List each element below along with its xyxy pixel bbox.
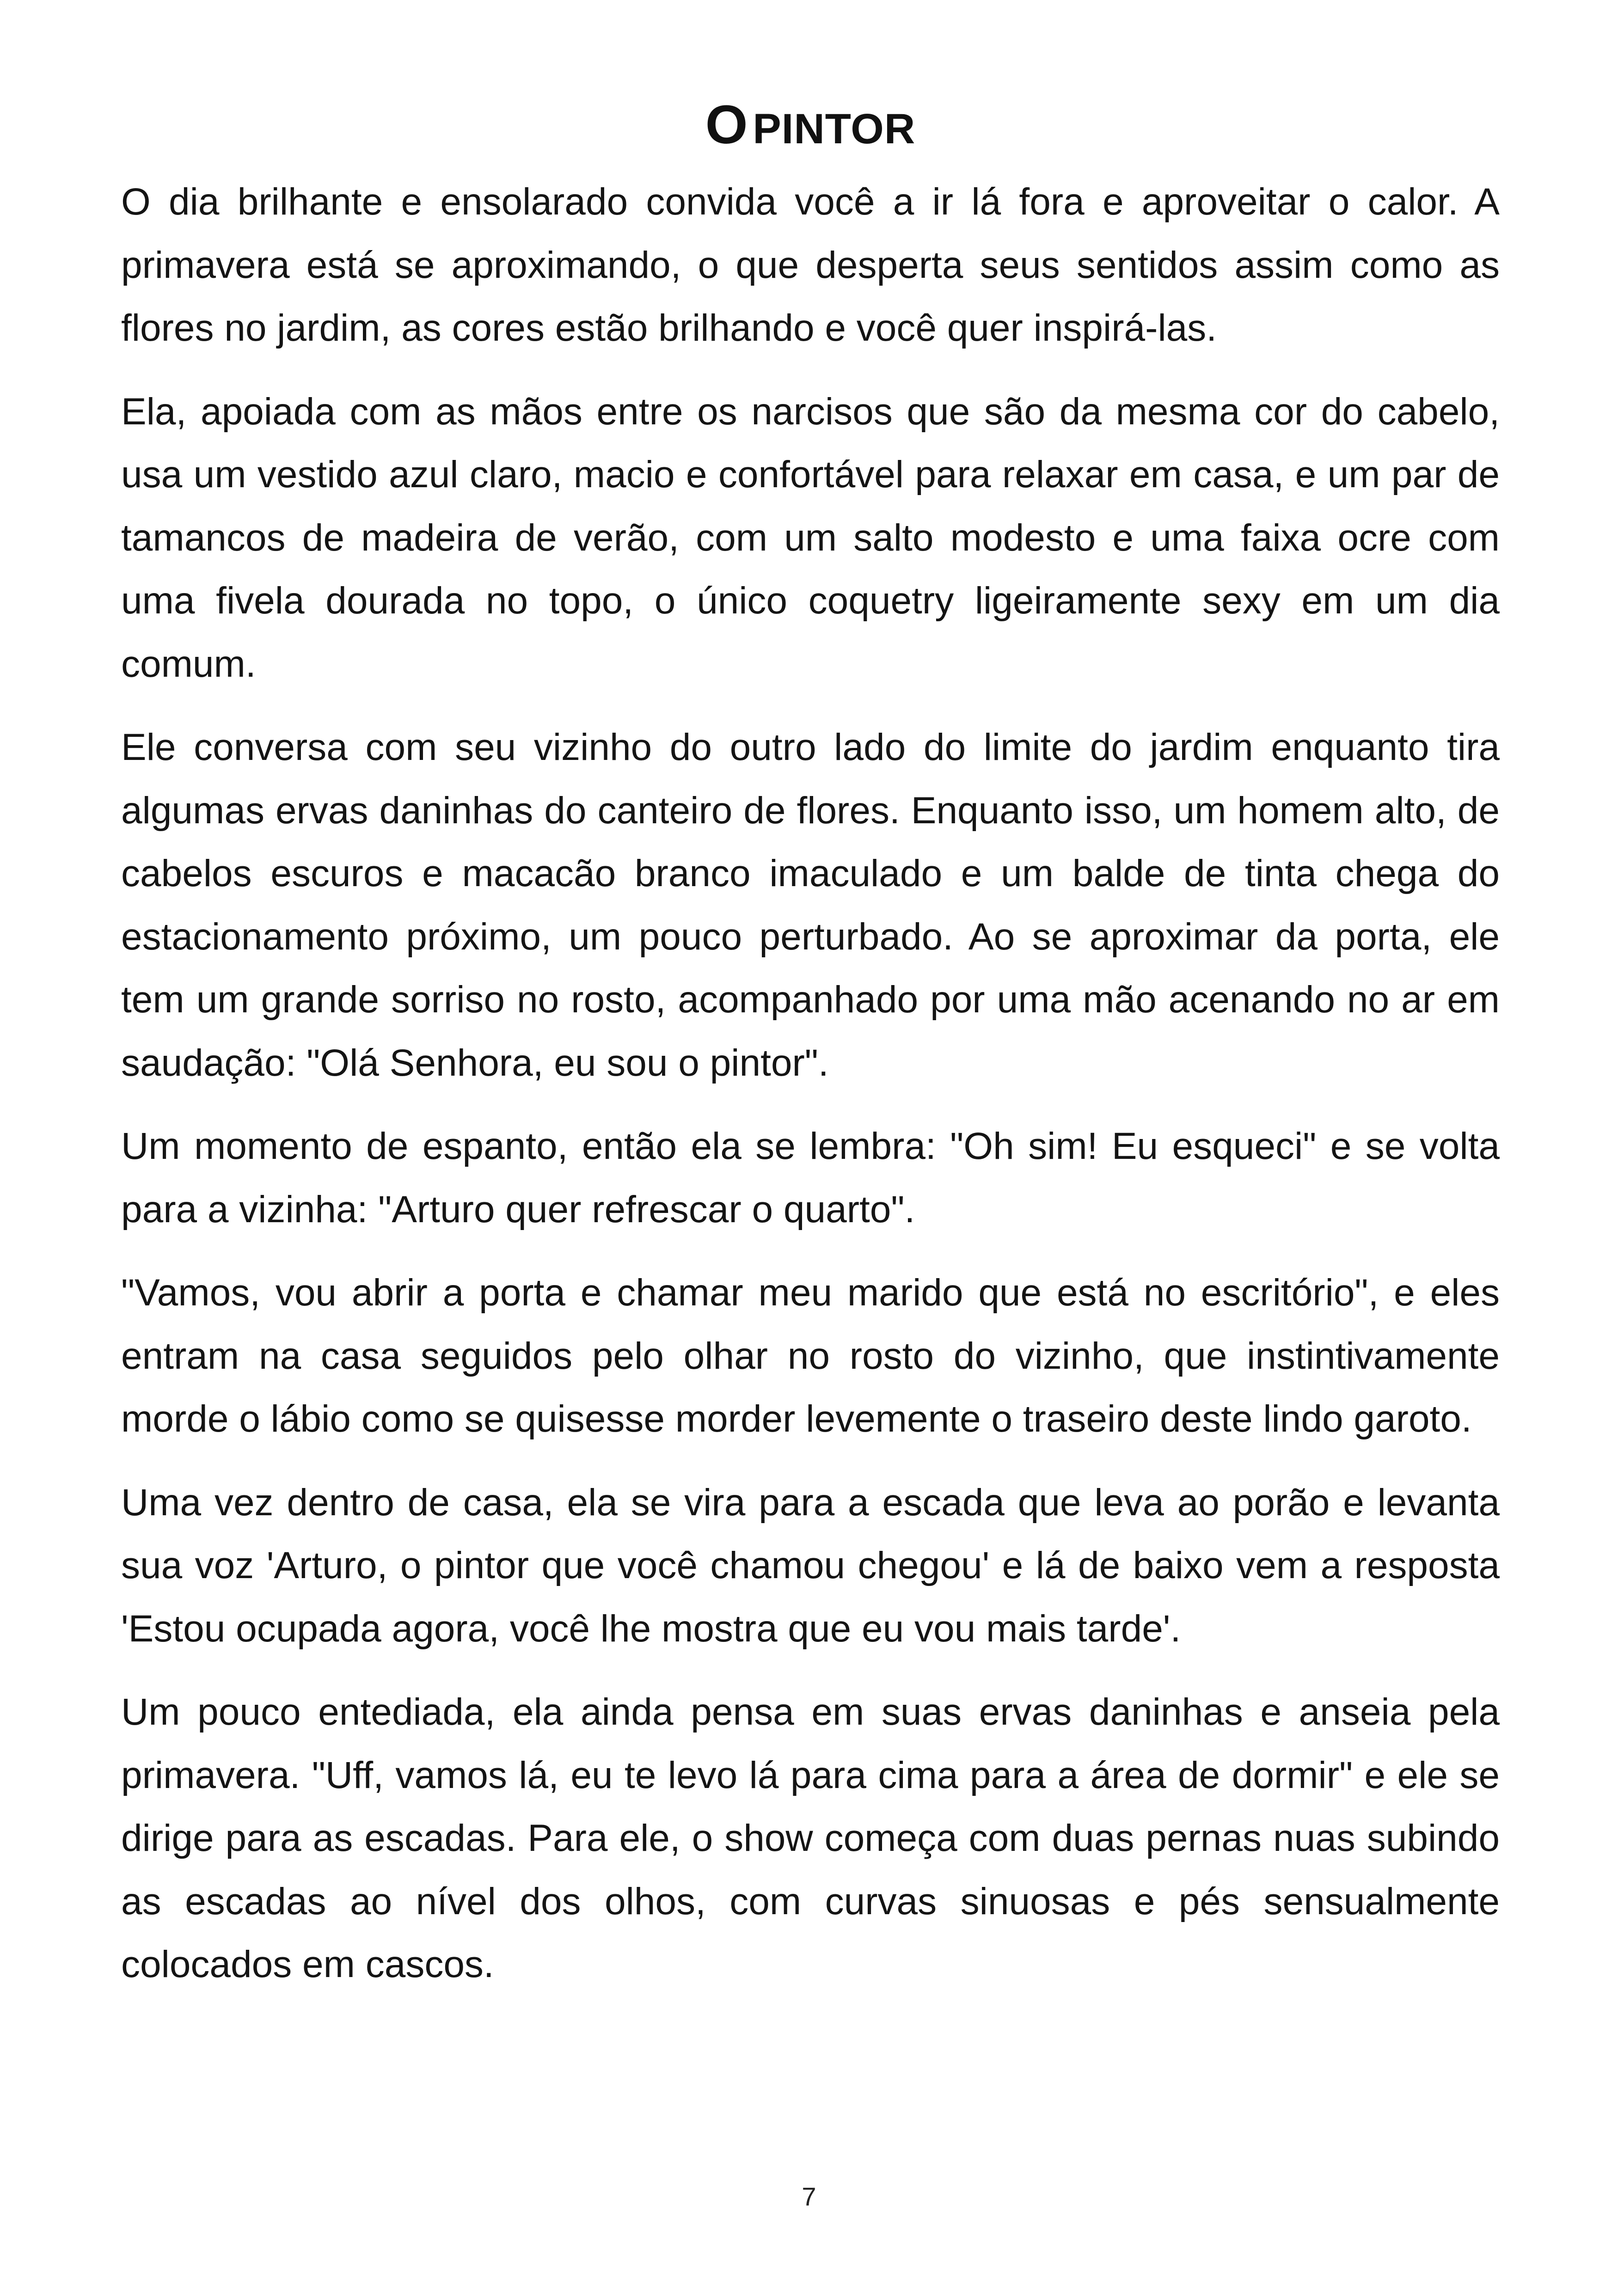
paragraph: Uma vez dentro de casa, ela se vira para a escada que leva ao porão e levanta sua voz 'Arturo, o pintor que você chamou chegou' e lá de baixo vem a resposta 'Estou ocupada agora, você lhe mostra que eu vou mais tarde'. [121, 1481, 1500, 1650]
document-page [121, 81, 1500, 2017]
page-number: 7 [802, 2182, 816, 2211]
paragraph: "Vamos, vou abrir a porta e chamar meu marido que está no escritório", e eles entram na casa seguidos pelo olhar no rosto do vizinho, que instintivamente morde o lábio como se quisesse morder levemente o traseiro deste lindo garoto. [121, 1272, 1500, 1440]
paragraph: O dia brilhante e ensolarado convida você a ir lá fora e aproveitar o calor. A primavera está se aproximando, o que desperta seus sentidos assim como as flores no jardim, as cores estão brilhando e você quer inspirá-las. [121, 181, 1500, 349]
title-rest: PINTOR [753, 105, 916, 153]
paragraph: Um momento de espanto, então ela se lembra: "Oh sim! Eu esqueci" e se volta para a vizinha: "Arturo quer refrescar o quarto". [121, 1125, 1500, 1231]
paragraph: Um pouco entediada, ela ainda pensa em suas ervas daninhas e anseia pela primavera. "Uff, vamos lá, eu te levo lá para cima para a área de dormir" e ele se dirige para as escadas. Para ele, o show começa com duas pernas nuas subindo as escadas ao nível dos olhos, com curvas sinuosas e pés sensualmente colocados em cascos. [121, 1691, 1500, 1985]
paragraph: Ela, apoiada com as mãos entre os narcisos que são da mesma cor do cabelo, usa um vestido azul claro, macio e confortável para relaxar em casa, e um par de tamancos de madeira de verão, com um salto modesto e uma faixa ocre com uma fivela dourada no topo, o único coquetry ligeiramente sexy em um dia comum. [121, 390, 1500, 685]
paragraph: Ele conversa com seu vizinho do outro lado do limite do jardim enquanto tira algumas ervas daninhas do canteiro de flores. Enquanto isso, um homem alto, de cabelos escuros e macacão branco imaculado e um balde de tinta chega do estacionamento próximo, um pouco perturbado. Ao se aproximar da porta, ele tem um grande sorriso no rosto, acompanhado por uma mão acenando no ar em saudação: "Olá Senhora, eu sou o pintor". [121, 726, 1500, 1084]
title-initial: O [705, 94, 748, 155]
page-title [121, 81, 1500, 169]
